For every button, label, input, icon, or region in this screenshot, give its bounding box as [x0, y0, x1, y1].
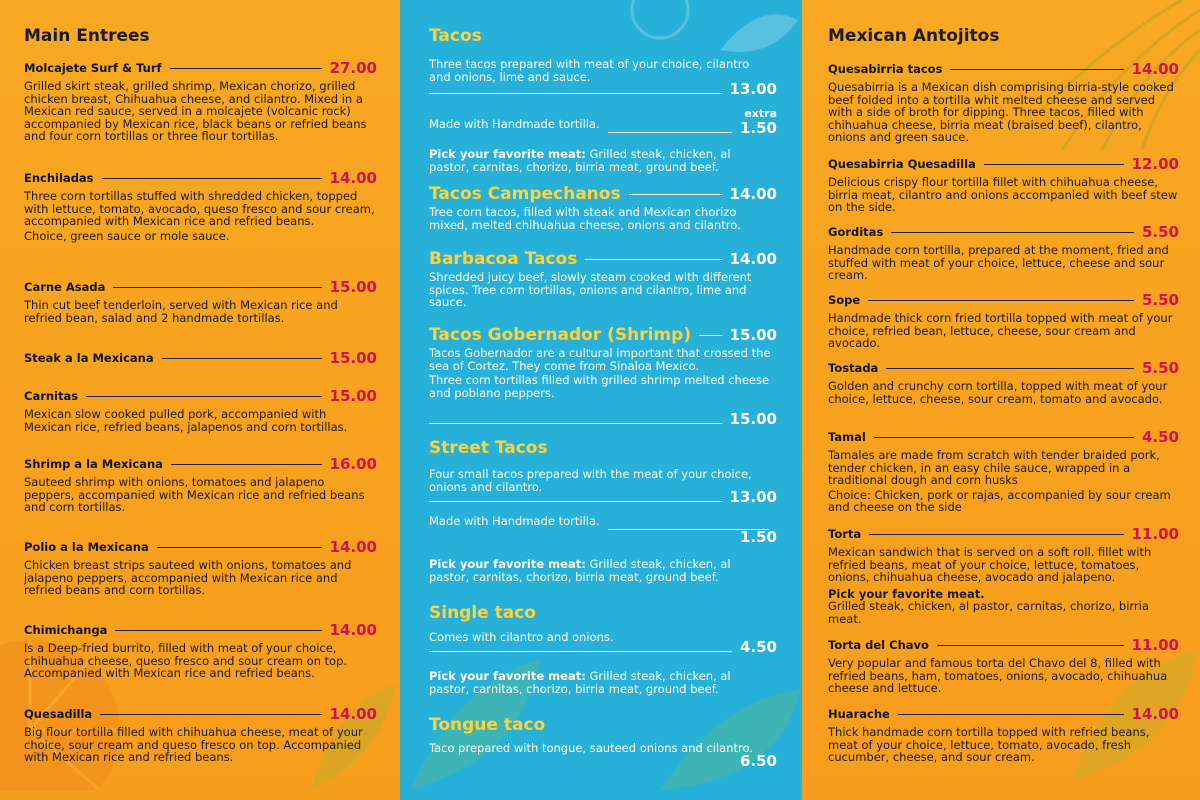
menu-item-carne-asada	[24, 277, 377, 324]
tongue-taco-description: Taco prepared with tongue, sauteed onions and cilantro.	[429, 741, 753, 755]
item-price: 15.00	[329, 349, 377, 367]
menu-item-tacos-campechanos	[429, 184, 777, 231]
street-handmade-price: 1.50	[739, 528, 777, 546]
item-description-extra: Grilled steak, chicken, al pastor, carnitas, chorizo, birria meat.	[828, 599, 1149, 626]
item-name: Quesadilla	[24, 707, 93, 721]
single-taco-price-row	[429, 638, 777, 656]
street-meat-choice: Pick your favorite meat: Grilled steak, chicken, al pastor, carnitas, chorizo, birria meat, ground beef.	[429, 557, 731, 584]
menu-item-chimichanga	[24, 620, 377, 680]
section-title-tacos: Tacos	[429, 26, 482, 46]
item-description-extra: Choice, green sauce or mole sauce.	[24, 228, 230, 243]
item-description: Very popular and famous torta del Chavo del 8, filled with refried beans, ham, tomatoes, onions, avocado, chihuahua cheese and lettuce.	[828, 656, 1168, 696]
leader-line	[869, 534, 1123, 535]
menu-item-quesabirria-tacos	[828, 59, 1179, 144]
item-description: Thick handmade corn tortilla topped with refried beans, meat of your choice, lettuce, tomato, avocado, fresh cucumber, cheese, and sour cream.	[828, 725, 1150, 765]
single-taco-price: 4.50	[739, 638, 777, 656]
leader-line	[429, 423, 722, 424]
leader-line	[891, 232, 1134, 233]
item-description: Golden and crunchy corn tortilla, topped with meat of your choice, lettuce, cheese, sour cream, tomato and avocado.	[828, 379, 1168, 406]
item-price: 14.00	[1131, 60, 1179, 78]
item-description: Delicious crispy flour tortilla fillet with chihuahua cheese, birria meat, cilantro and onions accompanied with beef stew on the side.	[828, 175, 1178, 215]
item-price: 5.50	[1141, 223, 1179, 241]
leader-line	[429, 501, 722, 502]
menu-item-sope	[828, 290, 1179, 350]
tacos-handmade-row	[429, 108, 777, 137]
item-description-extra: Three corn tortillas filled with grilled shrimp melted cheese and poblano peppers.	[429, 373, 770, 400]
item-description: Shredded juicy beef, slowly steam cooked with different spices. Tree corn tortillas, onions and cilantro, lime and sauce.	[429, 270, 752, 310]
menu-item-polio-mexicana	[24, 537, 377, 597]
leader-line	[608, 132, 732, 133]
item-price: 12.00	[1131, 155, 1179, 173]
menu-item-steak-mexicana	[24, 348, 377, 368]
section-title-single-taco: Single taco	[429, 603, 536, 623]
item-price: 4.50	[1141, 428, 1179, 446]
handmade-label: Made with Handmade tortilla.	[429, 514, 600, 528]
single-taco-description: Comes with cilantro and onions.	[429, 630, 614, 644]
item-name: Tamal	[828, 430, 866, 444]
leader-line	[162, 358, 322, 359]
street-tacos-price-row	[429, 488, 777, 506]
item-description: Chicken breast strips sauteed with onions, tomatoes and jalapeno peppers, accompanied with Mexican rice and refried beans and corn tortillas.	[24, 558, 352, 598]
item-description: Big flour tortilla filled with chihuahua cheese, meat of your choice, sour cream and queso fresco on top. Accompanied with Mexican rice and refried beans.	[24, 725, 363, 765]
item-name: Barbacoa Tacos	[429, 249, 578, 269]
item-name: Gorditas	[828, 225, 884, 239]
leader-line	[950, 69, 1123, 70]
item-name: Quesabirria tacos	[828, 62, 943, 76]
item-price: 11.00	[1131, 525, 1179, 543]
leader-line	[874, 437, 1134, 438]
item-price: 15.00	[329, 278, 377, 296]
item-description: Grilled skirt steak, grilled shrimp, Mexican chorizo, grilled chicken breast, Chihuahua cheese, and cilantro. Mixed in a Mexican red sauce, served in a molcajete (volcanic rock) accompanied by Mexican rice, black beans or refried beans and four corn tortillas or three flour tortillas.	[24, 79, 367, 144]
item-name: Tacos Gobernador (Shrimp)	[429, 325, 692, 345]
menu-item-huarache	[828, 704, 1179, 764]
item-name: Torta	[828, 527, 862, 541]
item-name: Huarache	[828, 707, 890, 721]
leader-line	[429, 93, 722, 94]
item-price: 11.00	[1131, 636, 1179, 654]
menu-item-gorditas	[828, 222, 1179, 282]
menu-item-tostada	[828, 358, 1179, 405]
item-name: Molcajete Surf & Turf	[24, 61, 162, 75]
leader-line	[937, 645, 1124, 646]
leader-line	[629, 194, 722, 195]
menu-item-quesabirria-quesadilla	[828, 154, 1179, 214]
leader-line	[898, 714, 1124, 715]
menu-item-enchiladas	[24, 168, 377, 242]
item-price: 5.50	[1141, 359, 1179, 377]
item-price: 14.00	[729, 185, 777, 203]
handmade-label: Made with Handmade tortilla.	[429, 117, 600, 131]
gobernador-price-2: 15.00	[729, 410, 777, 428]
leader-line	[585, 259, 721, 260]
item-price: 14.00	[329, 538, 377, 556]
item-description: Three corn tortillas stuffed with shredded chicken, topped with lettuce, tomato, avocado, queso fresco and sour cream, accompanied with Mexican rice and refried beans.	[24, 189, 375, 229]
item-description: Tamales are made from scratch with tender braided pork, tender chicken, in an easy chile sauce, wrapped in a traditional dough and corn husks	[828, 448, 1160, 488]
item-description-extra: Choice: Chicken, pork or rajas, accompanied by sour cream and cheese on the side	[828, 487, 1171, 515]
section-title-main-entrees: Main Entrees	[24, 26, 150, 46]
menu-item-torta-del-chavo	[828, 635, 1179, 695]
menu-item-tamal	[828, 427, 1179, 514]
leader-line	[171, 464, 322, 465]
menu-item-quesadilla	[24, 704, 377, 764]
item-name: Tacos Campechanos	[429, 184, 621, 204]
leader-line	[102, 178, 322, 179]
menu-item-tacos-gobernador	[429, 325, 777, 399]
item-price: 14.00	[729, 250, 777, 268]
leader-line	[86, 396, 321, 397]
item-price: 14.00	[329, 705, 377, 723]
menu-item-molcajete	[24, 58, 377, 143]
tacos-description: Three tacos prepared with meat of your choice, cilantro and onions, lime and sauce.	[429, 57, 750, 84]
item-name: Enchiladas	[24, 171, 94, 185]
street-handmade-row	[429, 514, 777, 534]
antojitos-panel	[802, 0, 1200, 800]
item-description: Tacos Gobernador are a cultural important that crossed the sea of Cortez. They come from Sinaloa Mexico.	[429, 346, 771, 373]
leader-line	[984, 164, 1124, 165]
leader-line	[868, 300, 1134, 301]
street-tacos-description: Four small tacos prepared with the meat of your choice, onions and cilantro.	[429, 467, 752, 494]
single-meat-choice: Pick your favorite meat: Grilled steak, chicken, al pastor, carnitas, chorizo, birria meat, ground beef.	[429, 669, 731, 696]
item-description: Handmade corn tortilla, prepared at the moment, fried and stuffed with meat of your choice, lettuce, cheese and sour cream.	[828, 243, 1169, 283]
item-name: Quesabirria Quesadilla	[828, 157, 976, 171]
item-description: Sauteed shrimp with onions, tomatoes and jalapeno peppers, accompanied with Mexican rice and refried beans and corn tortillas.	[24, 475, 365, 515]
leader-line	[113, 287, 321, 288]
item-name: Sope	[828, 293, 861, 307]
main-entrees-panel	[0, 0, 400, 800]
item-description: Handmade thick corn fried tortilla topped with meat of your choice, refried bean, lettuce, cheese, sour cream and avocado.	[828, 311, 1173, 351]
item-name: Chimichanga	[24, 623, 108, 637]
item-description: Quesabirria is a Mexican dish comprising birria-style cooked beef folded into a tortilla whit melted cheese and served with a side of broth for dipping. Three tacos, filled with chihuahua cheese, birria meat (braised beef), cilantro, onions and green sauce.	[828, 80, 1174, 145]
tongue-taco-price: 6.50	[739, 752, 777, 770]
leader-line	[886, 368, 1134, 369]
section-title-antojitos: Mexican Antojitos	[828, 26, 1000, 46]
item-price: 16.00	[329, 455, 377, 473]
item-price: 14.00	[1131, 705, 1179, 723]
leader-line	[157, 547, 322, 548]
item-price: 5.50	[1141, 291, 1179, 309]
item-description: Mexican slow cooked pulled pork, accompanied with Mexican rice, refried beans, jalapenos and corn tortillas.	[24, 407, 348, 434]
leader-line	[115, 630, 321, 631]
tacos-price-row	[429, 80, 777, 98]
item-name: Shrimp a la Mexicana	[24, 457, 163, 471]
section-title-street-tacos: Street Tacos	[429, 438, 548, 458]
item-name: Tostada	[828, 361, 879, 375]
item-price: 14.00	[329, 621, 377, 639]
menu-item-shrimp-mexicana	[24, 454, 377, 514]
menu-item-torta	[828, 524, 1179, 626]
item-price: 27.00	[329, 59, 377, 77]
leader-line	[429, 651, 732, 652]
item-description: Mexican sandwich that is served on a soft roll. fillet with refried beans, meat of your choice, lettuce, tomatoes, onions, chihuahua cheese, avocado and jalapeno.	[828, 545, 1152, 585]
item-name: Carne Asada	[24, 280, 106, 294]
menu-item-barbacoa-tacos	[429, 249, 777, 309]
section-title-tongue-taco: Tongue taco	[429, 715, 546, 735]
handmade-extra-price: extra 1.50	[739, 107, 777, 137]
item-meat-label: Pick your favorite meat.	[828, 586, 985, 601]
leader-line	[100, 714, 321, 715]
item-name: Steak a la Mexicana	[24, 351, 154, 365]
item-price: 14.00	[329, 169, 377, 187]
leader-line	[699, 335, 721, 336]
item-description: Is a Deep-fried burrito, filled with meat of your choice, chihuahua cheese, queso fresco and sour cream on top. Accompanied with Mexican rice and refried beans.	[24, 641, 348, 681]
tacos-panel	[400, 0, 802, 800]
street-tacos-price: 13.00	[729, 488, 777, 506]
gobernador-price-row	[429, 410, 777, 428]
item-price: 15.00	[729, 326, 777, 344]
item-name: Torta del Chavo	[828, 638, 929, 652]
tacos-meat-choice: Pick your favorite meat: Grilled steak, chicken, al pastor, carnitas, chorizo, birria meat, ground beef.	[429, 147, 731, 174]
tacos-price: 13.00	[729, 80, 777, 98]
item-name: Polio a la Mexicana	[24, 540, 149, 554]
leader-line	[170, 68, 322, 69]
menu-item-carnitas	[24, 386, 377, 433]
item-name: Carnitas	[24, 389, 79, 403]
item-price: 15.00	[329, 387, 377, 405]
item-description: Tree corn tacos, filled with steak and Mexican chorizo mixed, melted chihuahua cheese, onions and cilantro.	[429, 205, 741, 232]
item-description: Thin cut beef tenderloin, served with Mexican rice and refried bean, salad and 2 handmade tortillas.	[24, 298, 338, 325]
